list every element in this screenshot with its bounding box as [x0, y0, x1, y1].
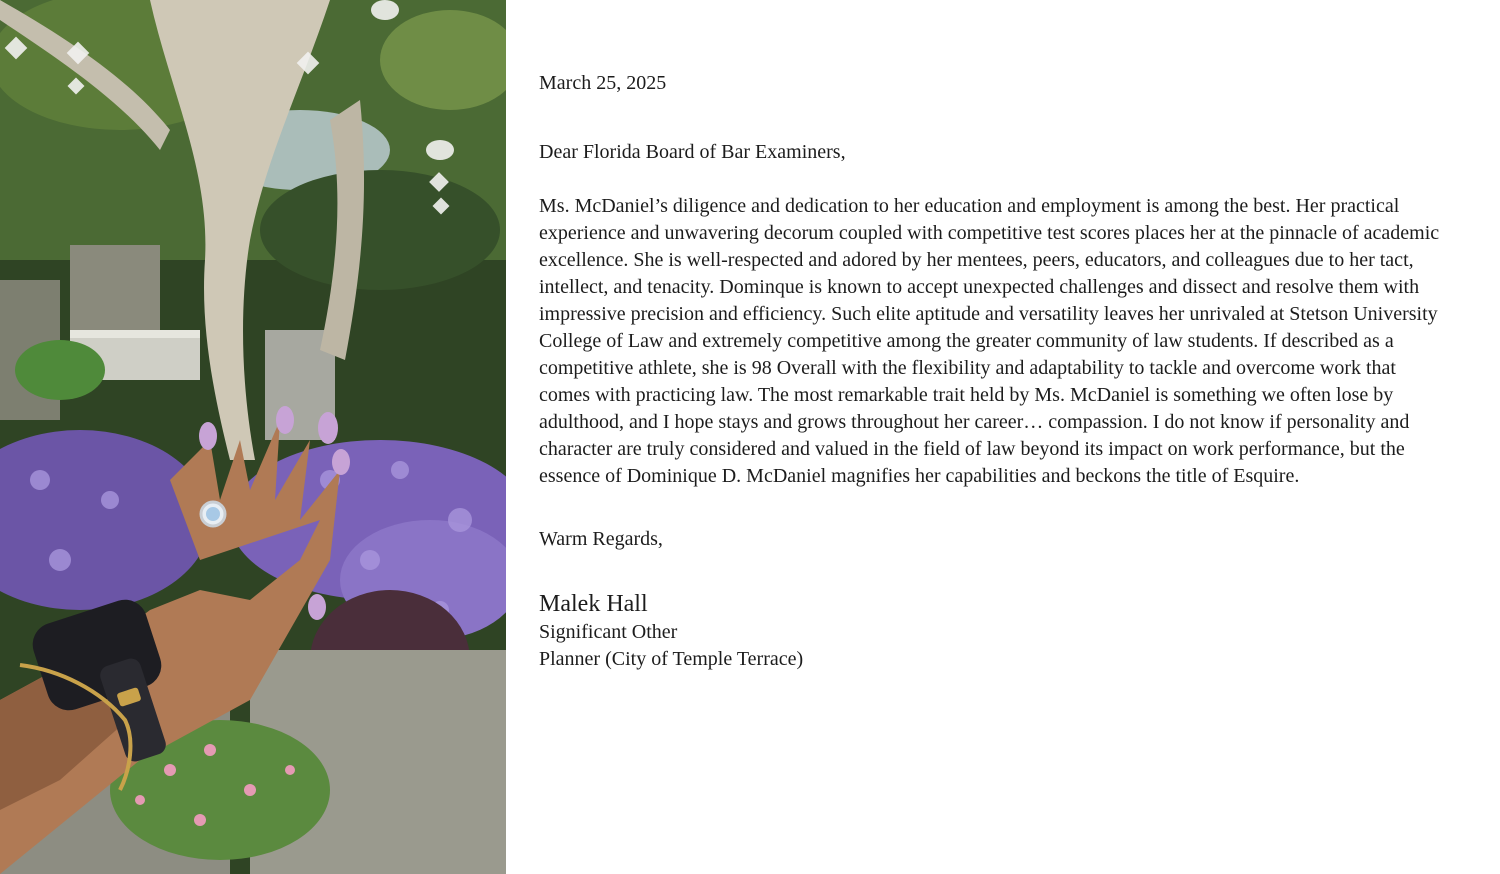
- garden-hand-ring-photo: [0, 0, 506, 874]
- recommendation-letter: [539, 70, 1459, 673]
- letter-date: March 25, 2025: [539, 72, 667, 94]
- signature-relation: Significant Other: [539, 621, 678, 643]
- signature-name: Malek Hall: [539, 591, 648, 617]
- signature-title: Planner (City of Temple Terrace): [539, 648, 804, 670]
- letter-body: Ms. McDaniel’s diligence and dedication to her education and employment is among the best. Her practical experience and unwavering decorum coupled with competitive test scores places her at the pinnacle of academic excellence. She is well-respected and adored by her mentees, peers, educators, and colleagues due to her tact, intellect, and tenacity. Dominque is known to accept unexpected challenges and dissect and resolve them with impressive precision and efficiency. Such elite aptitude and versatility leaves her unrivaled at Stetson University College of Law and extremely competitive among the greater community of law students. If described as a competitive athlete, she is 98 Overall with the flexibility and adaptability to tackle and overcome work that comes with practicing law. The most remarkable trait held by Ms. McDaniel is something we often lose by adulthood, and I hope stays and grows throughout her career… compassion. I do not know if personality and character are truly considered and valued in the field of law beyond its impact on work performance, but the essence of Dominique D. McDaniel magnifies her capabilities and beckons the title of Esquire.: [539, 195, 1440, 487]
- letter-salutation: Dear Florida Board of Bar Examiners,: [539, 141, 846, 163]
- letter-closing: Warm Regards,: [539, 528, 663, 550]
